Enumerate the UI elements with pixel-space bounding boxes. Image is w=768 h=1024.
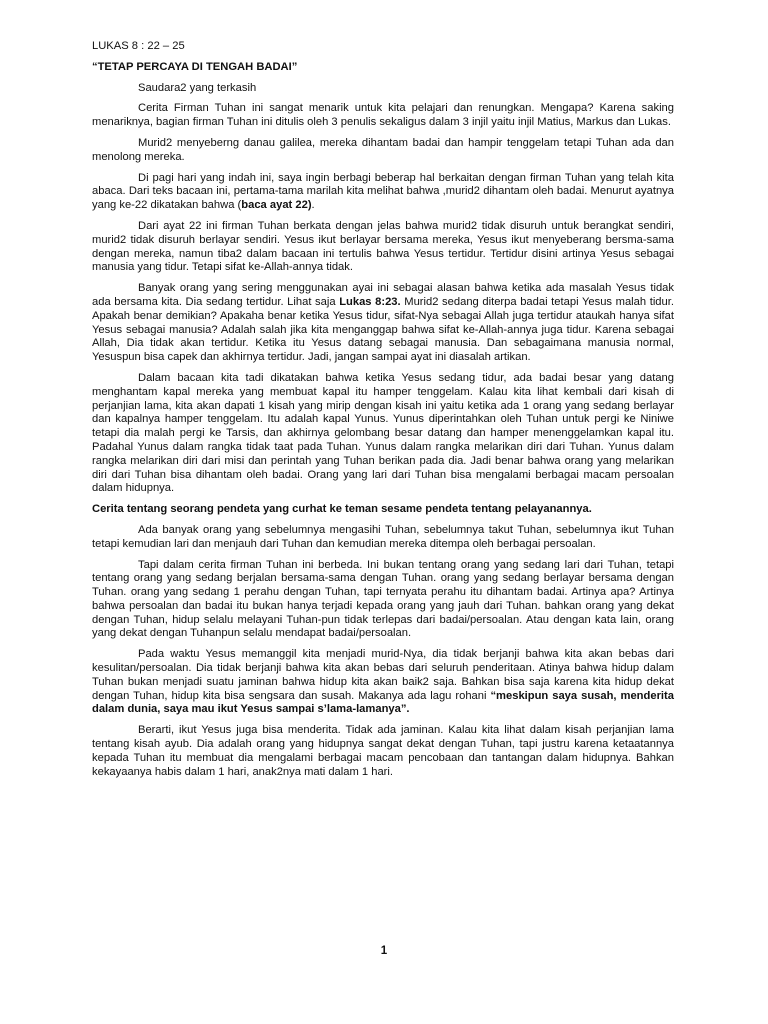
paragraph-emphasis: “meskipun saya susah, menderita dalam dunia, saya mau ikut Yesus sampai s’lama-lamanya”. xyxy=(92,689,674,716)
paragraph xyxy=(92,648,674,717)
paragraph-text-after: Murid2 sedang diterpa badai tetapi Yesus malah tidur. Apakah benar demikian? Apakaha benar ketika Yesus tidur, sifat-Nya sebagai Allah juga tertidur ataukah hanya sifat Yesus sebagai manusia? Adalah salah jika kita menganggap bahwa sifat ke-Allah-annya juga tidur. Karena sebagai Allah, Dia tidak akan tertidur. Ketika itu Yesus datang sebagai manusia. Dan sebagaimana manusia normal, Yesuspun bisa capek dan akhirnya tertidur. Jadi, jangan sampai ayat ini diasalah artikan. xyxy=(92,295,674,364)
paragraph-text: Cerita tentang seorang pendeta yang curhat ke teman sesame pendeta tentang pelayanannya. xyxy=(92,503,592,516)
paragraph-text: Dalam bacaan kita tadi dikatakan bahwa ketika Yesus sedang tidur, ada badai besar yang datang menghantam kapal mereka yang membuat kapal itu hamper tenggelam. Kalau kita lihat kembali dari kisah di perjanjian lama, kita akan dapati 1 kisah yang mirip dengan kisah ini yaitu ketika ada 1 orang yang sedang berlayar dan kapalnya hamper tenggelam. Itu adalah kapal Yunus. Yunus diperintahkan oleh Tuhan untuk pergi ke Niniwe tetapi dia malah pergi ke Tarsis, dan akhirnya gelombang besar datang dan hamper menenggelamkan kapal itu. Padahal Yunus dalam rangka tidak taat pada Tuhan. Yunus dalam rangka melarikan diri dari Tuhan. Yunus dalam rangka melarikan diri dari misi dan perintah yang Tuhan berikan pada dia. Jadi benar bahwa orang yang melarikan diri dari Tuhan bisa dihantam oleh badai. Orang yang lari dari Tuhan bisa mengalami berbagai macam persoalan dalam hidupnya. xyxy=(92,371,674,495)
paragraph xyxy=(92,137,674,165)
paragraph xyxy=(92,503,674,517)
paragraph-text-after: . xyxy=(311,199,315,212)
sermon-title: “TETAP PERCAYA DI TENGAH BADAI” xyxy=(92,60,298,73)
paragraph-emphasis: baca ayat 22) xyxy=(241,199,312,212)
paragraph xyxy=(92,102,674,130)
greeting: Saudara2 yang terkasih xyxy=(138,81,257,94)
paragraph-text: Ada banyak orang yang sebelumnya mengasihi Tuhan, sebelumnya takut Tuhan, sebelumnya ikut Tuhan tetapi kemudian lari dan menjauh dari Tuhan dan kemudian mereka ditempa oleh berbagai persoalan. xyxy=(92,523,674,550)
paragraph-text: Pada waktu Yesus memanggil kita menjadi murid-Nya, dia tidak berjanji bahwa kita akan bebas dari kesulitan/persoalan. Dia tidak berjanji bahwa kita akan bebas dari seluruh penderitaan. Atinya bahwa hidup dalam Tuhan bukan menjadi suatu jaminan bahwa hidup kita akan baik2 saja. Bahkan bisa saja karena kita hidup dekat dengan Tuhan, hidup kita bisa sengsara dan susah. Makanya ada lagu rohani xyxy=(92,648,674,702)
document-body xyxy=(92,102,674,779)
paragraph-text: Murid2 menyeberng danau galilea, mereka dihantam badai dan hampir tenggelam tetapi Tuhan ada dan menolong mereka. xyxy=(92,136,674,163)
paragraph xyxy=(92,559,674,642)
paragraph xyxy=(92,282,674,365)
document-page xyxy=(92,40,674,980)
paragraph-text: Tapi dalam cerita firman Tuhan ini berbeda. Ini bukan tentang orang yang sedang lari dari Tuhan, tetapi tentang orang yang sedang berjalan bersama-sama dengan Tuhan. orang yang sedang berlayar bersama dengan Tuhan. orang yang sedang 1 perahu dengan Tuhan, tapi ternyata perahu itu dihantam badai. Artinya apa? Artinya bahwa persoalan dan badai itu bukan hanya terjadi kepada orang yang jauh dari Tuhan. bahkan orang yang dekat dengan Tuhan, hidup selalu melayani Tuhan-pun tidak terlepas dari badai/persoalan. Atau dengan kata lain, orang yang dekat dengan Tuhanpun selalu mendapat badai/persoalan. xyxy=(92,558,674,640)
paragraph-text: Berarti, ikut Yesus juga bisa menderita. Tidak ada jaminan. Kalau kita lihat dalam kisah perjanjian lama tentang kisah ayub. Dia adalah orang yang hidupnya sangat dekat dengan Tuhan, tapi justru karena ketaatannya kepada Tuhan itu membuat dia mengalami berbagai macam pencobaan dan tantangan dalam hidupnya. Bahkan kekayaanya habis dalam 1 hari, anak2nya mati dalam 1 hari. xyxy=(92,724,674,778)
paragraph-text: Dari ayat 22 ini firman Tuhan berkata dengan jelas bahwa murid2 tidak disuruh untuk berangkat sendiri, murid2 tidak disuruh berlayar sendiri. Yesus ikut berlayar bersama mereka, Yesus ikut menyeberang bersma-sama dengan mereka, namun tiba2 dalam bacaan ini tertulis bahwa Yesus tertidur. Tertidur disini artinya Yesus sebagai manusia yang tidur. Tetapi sifat ke-Allah-annya tidak. xyxy=(92,219,674,274)
paragraph xyxy=(92,724,674,779)
paragraph-text: Banyak orang yang sering menggunakan ayai ini sebagai alasan bahwa ketika ada masalah Yesus tidak ada bersama kita. Dia sedang tertidur. Lihat saja xyxy=(92,282,674,308)
paragraph xyxy=(92,172,674,213)
paragraph-text: Cerita Firman Tuhan ini sangat menarik untuk kita pelajari dan renungkan. Mengapa? Karena saking menariknya, bagian firman Tuhan ini ditulis oleh 3 penulis sekaligus dalam 3 injil yaitu injil Matius, Markus dan Lukas. xyxy=(92,102,674,129)
paragraph-text: Di pagi hari yang indah ini, saya ingin berbagi beberap hal berkaitan dengan firman Tuhan yang telah kita abaca. Dari teks bacaan ini, pertama-tama marilah kita melihat bahwa ,murid2 dihantam oleh badai. Menurut ayatnya yang ke-22 dikatakan bahwa ( xyxy=(92,171,674,212)
paragraph-emphasis: Lukas 8:23. xyxy=(339,295,401,308)
paragraph xyxy=(92,372,674,496)
page-number: 1 xyxy=(380,945,388,957)
scripture-reference: LUKAS 8 : 22 – 25 xyxy=(92,40,185,52)
paragraph xyxy=(92,524,674,552)
paragraph xyxy=(92,220,674,275)
